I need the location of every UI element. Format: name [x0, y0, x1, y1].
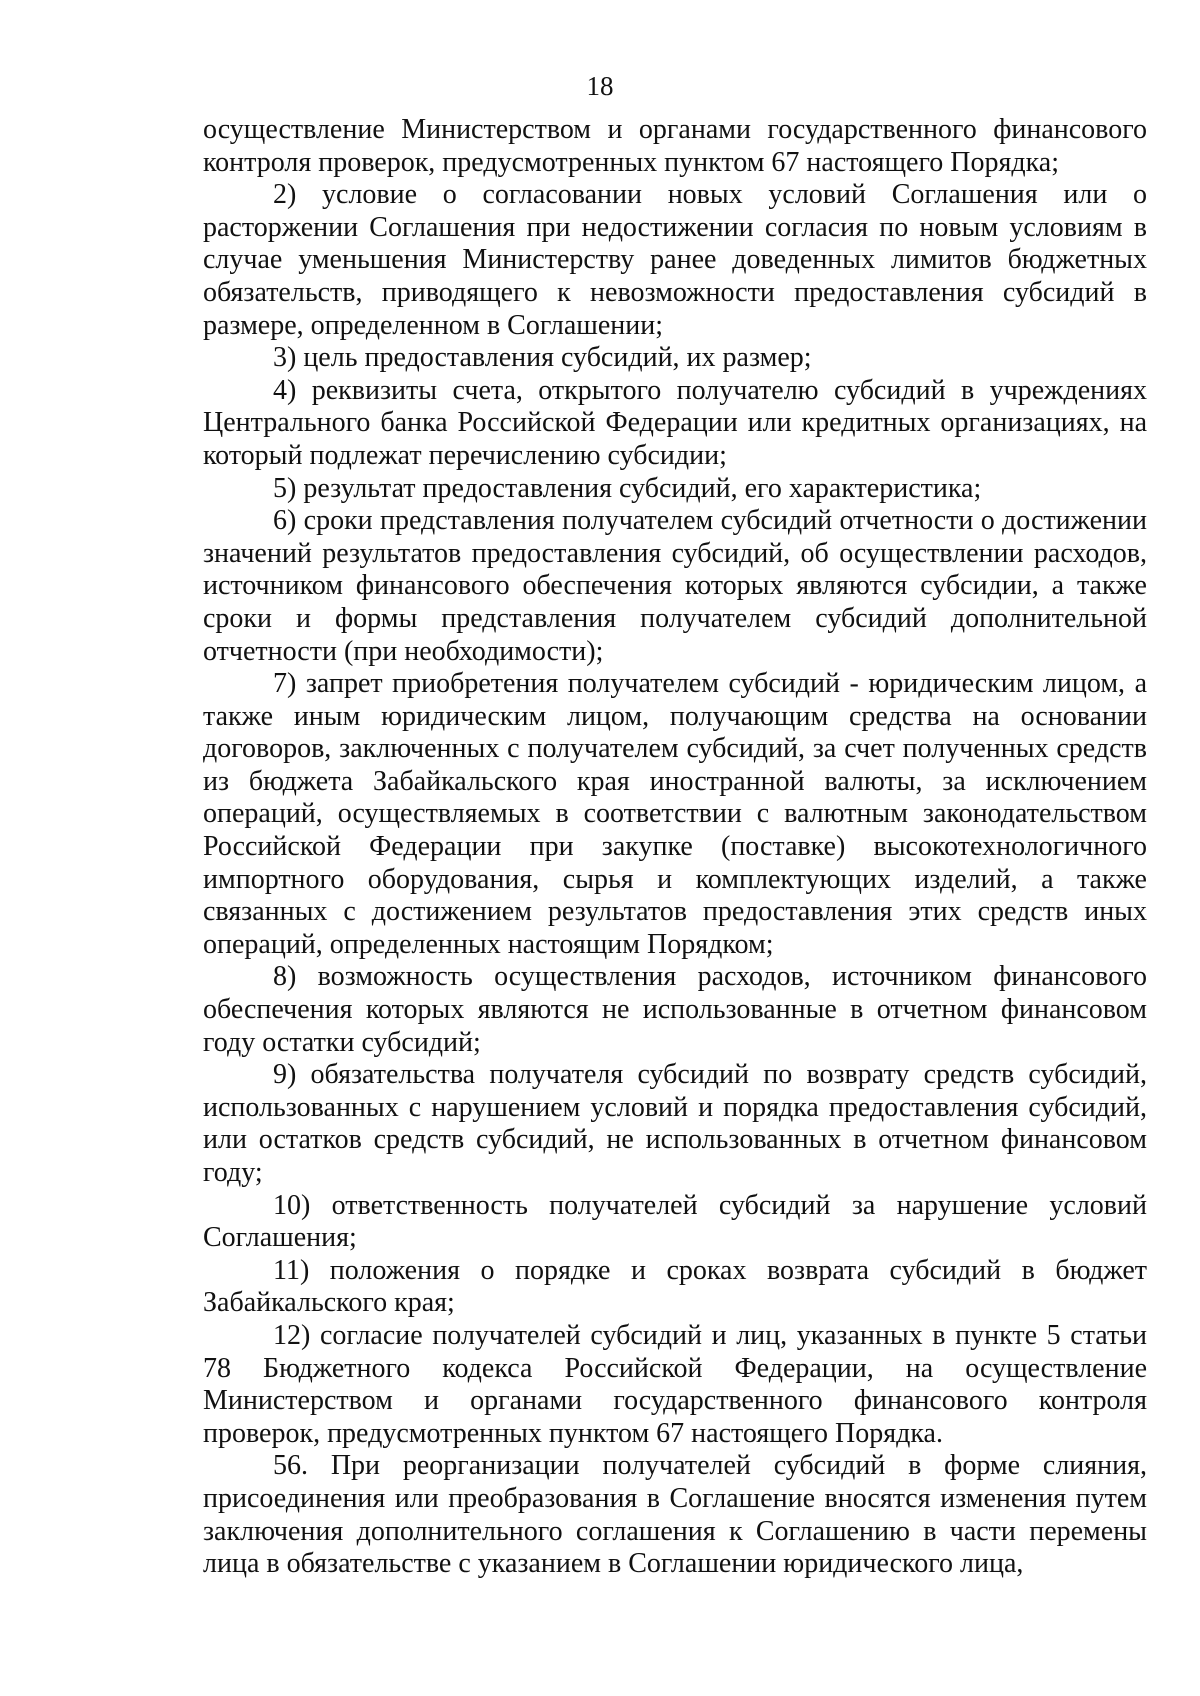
list-item-7: 7) запрет приобретения получателем субсидий - юридическим лицом, а также иным юридическим лицом, получающим средства на основании договоров, заключенных с получателем субсидий, за счет полученных средств из бюджета Забайкальского края иностранной валюты, за исключением операций, осуществляемых в соответствии с валютным законодательством Российской Федерации при закупке (поставке) высокотехнологичного импортного оборудования, сырья и комплектующих изделий, а также связанных с достижением результатов предоставления этих средств иных операций, определенных настоящим Порядком; — [203, 668, 1147, 960]
paragraph-continuation: осуществление Министерством и органами государственного финансового контроля проверок, предусмотренных пунктом 67 настоящего Порядка; — [203, 114, 1147, 178]
list-item-3: 3) цель предоставления субсидий, их размер; — [273, 342, 812, 374]
list-item-10: 10) ответственность получателей субсидий за нарушение условий Соглашения; — [203, 1189, 1147, 1254]
list-item-5: 5) результат предоставления субсидий, его характеристика; — [273, 472, 982, 504]
list-item-6: 6) сроки представления получателем субсидий отчетности о достижении значений результатов предоставления субсидий, об осуществлении расходов, источником финансового обеспечения которых являются субсидии, а также сроки и формы представления получателем субсидий дополнительной отчетности (при необходимости); — [203, 505, 1147, 667]
list-item-12: 12) согласие получателей субсидий и лиц, указанных в пункте 5 статьи 78 Бюджетного кодекса Российской Федерации, на осуществление Министерством и органами государственного финансового контроля проверок, предусмотренных пунктом 67 настоящего Порядка. — [203, 1319, 1147, 1449]
clause-56: 56. При реорганизации получателей субсидий в форме слияния, присоединения или преобразования в Соглашение вносятся изменения путем заключения дополнительного соглашения к Соглашению в части перемены лица в обязательстве с указанием в Соглашении юридического лица, — [203, 1450, 1147, 1580]
list-item-8: 8) возможность осуществления расходов, источником финансового обеспечения которых являются не использованные в отчетном финансовом году остатки субсидий; — [203, 961, 1147, 1058]
page-number: 18 — [586, 71, 614, 101]
list-item-9: 9) обязательства получателя субсидий по возврату средств субсидий, использованных с нарушением условий и порядка предоставления субсидий, или остатков средств субсидий, не использованных в отчетном финансовом году; — [203, 1059, 1147, 1188]
list-item-2: 2) условие о согласовании новых условий Соглашения или о расторжении Соглашения при недостижении согласия по новым условиям в случае уменьшения Министерству ранее доведенных лимитов бюджетных обязательств, приводящего к невозможности предоставления субсидий в размере, определенном в Соглашении; — [203, 179, 1147, 341]
document-body — [203, 114, 1147, 1581]
list-item-4: 4) реквизиты счета, открытого получателю субсидий в учреждениях Центрального банка Российской Федерации или кредитных организациях, на который подлежат перечислению субсидии; — [203, 374, 1147, 471]
list-item-11: 11) положения о порядке и сроках возврата субсидий в бюджет Забайкальского края; — [203, 1254, 1147, 1319]
